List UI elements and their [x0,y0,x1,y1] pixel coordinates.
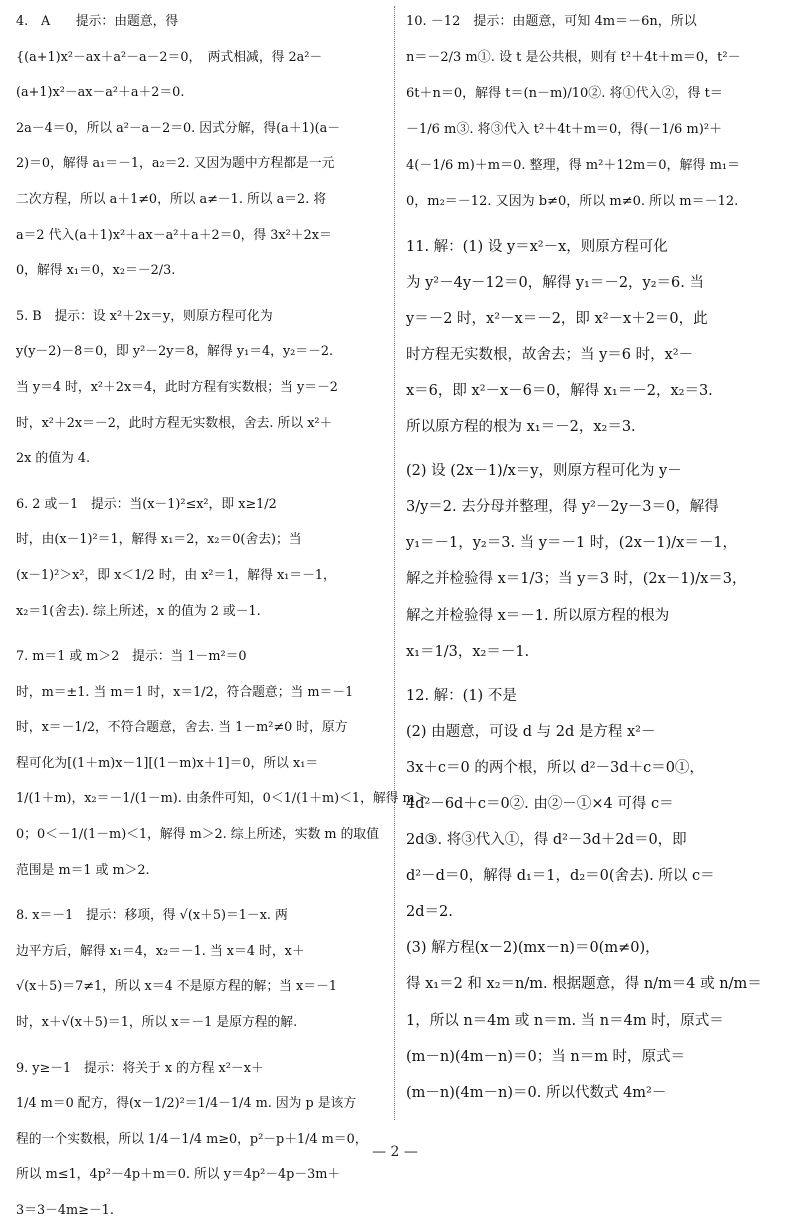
text-line: a＝2 代入(a＋1)x²＋ax－a²＋a＋2＝0，得 3x²＋2x＝ [16,227,332,243]
text-line: 5. B 提示：设 x²＋2x＝y，则原方程可化为 [16,308,273,324]
text-line: 程的一个实数根，所以 1/4－1/4 m≥0，p²－p＋1/4 m＝0， [16,1131,368,1147]
text-line: y(y－2)－8＝0，即 y²－2y＝8，解得 y₁＝4，y₂＝－2. [16,344,334,360]
text-line: 0；0＜－1/(1－m)＜1，解得 m＞2. 综上所述，实数 m 的取值 [16,827,380,843]
text-line: 时，m＝±1. 当 m＝1 时，x＝1/2，符合题意；当 m＝－1 [16,684,354,700]
text-line: 二次方程，所以 a＋1≠0，所以 a≠－1. 所以 a＝2. 将 [16,191,327,207]
text-line: 4. A 提示：由题意，得 [16,14,179,29]
text-line: 2d＝2. [406,904,453,921]
text-line: x₁＝1/3，x₂＝－1. [406,643,530,660]
text-line: (m－n)(4m－n)＝0；当 n＝m 时，原式＝ [406,1048,686,1065]
text-line: 时，x＝－1/2，不符合题意，舍去. 当 1－m²≠0 时，原方 [16,720,348,736]
text-line: 2x 的值为 4. [16,451,91,467]
text-line: 1/4 m＝0 配方，得(x－1/2)²＝1/4－1/4 m. 因为 p 是该方 [16,1096,357,1112]
text-line: 所以原方程的根为 x₁＝－2，x₂＝3. [406,419,636,436]
text-line: 4(－1/6 m)＋m＝0. 整理，得 m²＋12m＝0，解得 m₁＝ [406,158,741,174]
text-line: 程可化为[(1＋m)x－1][(1－m)x＋1]＝0，所以 x₁＝ [16,755,319,771]
text-line: {(a+1)x²－ax＋a²－a－2＝0， 两式相减，得 2a²－ [16,49,323,65]
text-line: 得 x₁＝2 和 x₂＝n/m. 根据题意，得 n/m＝4 或 n/m＝ [406,976,762,993]
text-line: 8. x＝－1 提示：移项，得 √(x＋5)＝1－x. 两 [16,908,288,924]
text-line: 3/y＝2. 去分母并整理，得 y²－2y－3＝0，解得 [406,499,719,516]
text-line: 1/(1＋m)，x₂＝－1/(1－m). 由条件可知，0＜1/(1＋m)＜1，解得 m＞ [16,791,428,807]
right-column [406,4,776,1111]
text-line: 9. y≥－1 提示：将关于 x 的方程 x²－x＋ [16,1060,264,1076]
text-line: 所以 m≤1，4p²－4p＋m＝0. 所以 y＝4p²－4p－3m＋ [16,1167,341,1183]
page-number: — 2 — [372,1144,418,1160]
text-line: 12. 解：(1) 不是 [406,687,517,704]
text-line: (a+1)x²－ax－a²＋a＋2＝0. [16,85,185,101]
text-line: (m－n)(4m－n)＝0. 所以代数式 4m²－ [406,1084,667,1101]
text-line: (2) 设 (2x－1)/x＝y，则原方程可化为 y－ [406,463,682,480]
text-line: 为 y²－4y－12＝0，解得 y₁＝－2，y₂＝6. 当 [406,274,704,291]
text-line: (2) 由题意，可设 d 与 2d 是方程 x²－ [406,723,656,740]
text-line: 时，x＋√(x＋5)＝1，所以 x＝－1 是原方程的解. [16,1015,298,1031]
text-line: 3x＋c＝0 的两个根，所以 d²－3d＋c＝0①， [406,759,704,776]
text-line: y₁＝－1，y₂＝3. 当 y＝－1 时，(2x－1)/x＝－1， [406,535,738,552]
text-line: 2a－4＝0，所以 a²－a－2＝0. 因式分解，得(a＋1)(a－ [16,120,341,136]
text-line: 时方程无实数根，故舍去；当 y＝6 时，x²－ [406,346,694,363]
text-line: (x－1)²＞x²，即 x＜1/2 时，由 x²＝1，解得 x₁＝－1， [16,567,336,583]
text-line: 1，所以 n＝4m 或 n＝m. 当 n＝4m 时，原式＝ [406,1012,724,1029]
column-divider [394,6,395,1120]
text-line: n＝－2/3 m①. 设 t 是公共根，则有 t²＋4t＋m＝0，t²－ [406,50,741,66]
text-line: 2)＝0，解得 a₁＝－1，a₂＝2. 又因为题中方程都是一元 [16,156,335,172]
text-line: 4d²－6d＋c＝0②. 由②－①×4 可得 c＝ [406,795,674,812]
text-line: 2d③. 将③代入①，得 d²－3d＋2d＝0，即 [406,832,687,849]
text-line: 解之并检验得 x＝－1. 所以原方程的根为 [406,607,670,624]
text-line: 3＝3－4m≥－1. [16,1203,114,1218]
text-line: 11. 解：(1) 设 y＝x²－x，则原方程可化 [406,238,668,255]
text-line: 时，由(x－1)²＝1，解得 x₁＝2，x₂＝0(舍去)；当 [16,532,302,548]
text-line: 6. 2 或－1 提示：当(x－1)²≤x²，即 x≥1/2 [16,496,277,512]
text-line: √(x＋5)＝7≠1，所以 x＝4 不是原方程的解；当 x＝－1 [16,979,337,995]
text-line: 边平方后，解得 x₁＝4，x₂＝－1. 当 x＝4 时，x＋ [16,943,305,959]
text-line: 6t＋n＝0，解得 t＝(n－m)/10②. 将①代入②，得 t＝ [406,86,723,102]
text-line: －1/6 m③. 将③代入 t²＋4t＋m＝0，得(－1/6 m)²＋ [406,122,723,138]
text-line: y＝－2 时，x²－x＝－2，即 x²－x＋2＝0，此 [406,310,708,327]
text-line: 解之并检验得 x＝1/3；当 y＝3 时，(2x－1)/x＝3， [406,571,747,588]
text-line: 时，x²＋2x＝－2，此时方程无实数根，舍去. 所以 x²＋ [16,415,333,431]
text-line: (3) 解方程(x－2)(mx－n)＝0(m≠0)， [406,940,660,957]
text-line: 10. －12 提示：由题意，可知 4m＝－6n，所以 [406,14,697,29]
text-line: 0，解得 x₁＝0，x₂＝－2/3. [16,263,176,279]
text-line: 0，m₂＝－12. 又因为 b≠0，所以 m≠0. 所以 m＝－12. [406,194,739,210]
text-line: d²－d＝0，解得 d₁＝1，d₂＝0(舍去). 所以 c＝ [406,868,715,885]
text-line: x₂＝1(舍去). 综上所述，x 的值为 2 或－1. [16,603,261,619]
text-line: 7. m＝1 或 m＞2 提示：当 1－m²＝0 [16,649,247,665]
text-line: 当 y＝4 时，x²＋2x＝4，此时方程有实数根；当 y＝－2 [16,379,338,395]
text-line: x＝6，即 x²－x－6＝0，解得 x₁＝－2，x₂＝3. [406,382,713,399]
text-line: 范围是 m＝1 或 m＞2. [16,862,150,878]
left-column [16,4,428,1229]
